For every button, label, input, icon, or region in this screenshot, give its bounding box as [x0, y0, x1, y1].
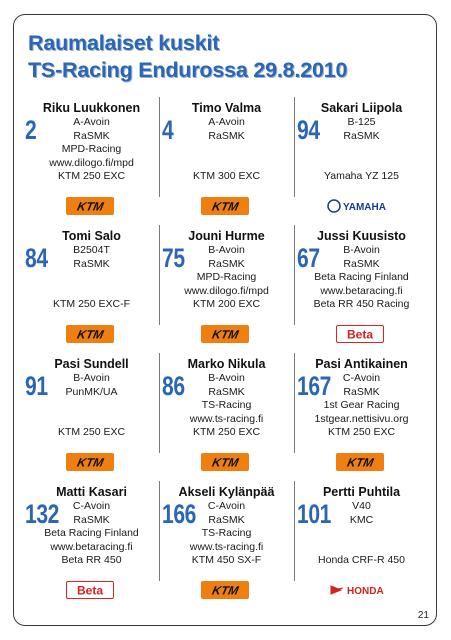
rider-class-club [294, 244, 429, 271]
rider-bike: KTM 200 EXC [192, 298, 261, 310]
svg-text:KTM: KTM [210, 455, 240, 469]
rider-bike: KTM 250 EXC [57, 170, 126, 182]
rider-class-club [24, 116, 159, 143]
rider-info [24, 143, 159, 184]
rider-team-line [24, 285, 159, 299]
rider-info [24, 399, 159, 440]
rider-team-line: www.dilogo.fi/mpd [184, 284, 269, 297]
page-number: 21 [417, 610, 429, 621]
rider-number: 75 [162, 243, 185, 273]
rider-info [294, 143, 429, 184]
ktm-logo [201, 581, 249, 599]
rider-class: C-Avoin [207, 500, 246, 512]
svg-text:KTM: KTM [345, 455, 375, 469]
rider-number: 94 [297, 115, 320, 145]
beta-logo [336, 325, 384, 343]
rider-name: Jussi Kuusisto [317, 229, 406, 243]
rider-class: A-Avoin [73, 116, 110, 128]
rider-number: 132 [25, 499, 59, 529]
rider-class-club [159, 116, 294, 143]
rider-bike: KTM 250 EXC-F [52, 298, 131, 310]
rider-team-line [159, 157, 294, 171]
rider-name: Timo Valma [191, 101, 262, 115]
rider-number: 4 [162, 115, 174, 145]
rider-team-line [24, 399, 159, 413]
page-title-line-1: Raumalaiset kuskit [28, 31, 220, 55]
svg-text:HONDA: HONDA [347, 586, 384, 597]
rider-bike: Beta RR 450 [61, 554, 122, 566]
rider-class: C-Avoin [342, 372, 381, 384]
rider-team-line [294, 157, 429, 171]
rider-bike: KTM 250 EXC [327, 426, 396, 438]
rider-class-club [24, 372, 159, 399]
rider-card [24, 225, 159, 346]
rider-info [159, 271, 294, 312]
rider-number: 91 [25, 371, 48, 401]
ktm-logo [66, 453, 114, 471]
ktm-logo [201, 325, 249, 343]
rider-name: Marko Nikula [187, 357, 266, 371]
rider-team-line: 1st Gear Racing [323, 399, 400, 411]
rider-team-line: MPD-Racing [196, 271, 257, 283]
rider-class-club [24, 244, 159, 271]
rider-bike: Yamaha YZ 125 [324, 170, 399, 182]
rider-class: A-Avoin [208, 116, 245, 128]
svg-text:Beta: Beta [76, 583, 104, 597]
rider-info [159, 143, 294, 184]
rider-team-line [159, 143, 294, 157]
rider-class-club [159, 500, 294, 527]
rider-card [159, 225, 294, 346]
rider-class: B-125 [347, 116, 376, 128]
rider-club: RaSMK [73, 513, 110, 526]
rider-info [24, 527, 159, 568]
rider-club: RaSMK [73, 257, 110, 270]
rider-team-line [24, 271, 159, 285]
rider-card [24, 481, 159, 602]
rider-number: 101 [297, 499, 331, 529]
rider-team-line: www.betaracing.fi [50, 540, 133, 553]
rider-bike: KTM 300 EXC [192, 170, 261, 182]
ktm-logo [66, 325, 114, 343]
rider-team-line [294, 527, 429, 541]
honda-logo [326, 581, 398, 599]
rider-club: RaSMK [343, 129, 380, 142]
rider-class: B-Avoin [73, 372, 110, 384]
rider-class: B-Avoin [343, 244, 380, 256]
rider-number: 166 [162, 499, 196, 529]
rider-info [294, 399, 429, 440]
ktm-logo [336, 453, 384, 471]
rider-club: RaSMK [343, 257, 380, 270]
rider-info [294, 527, 429, 568]
ktm-logo [66, 197, 114, 215]
rider-card [294, 225, 429, 346]
rider-name: Pasi Antikainen [315, 357, 408, 371]
rider-team-line: Beta Racing Finland [314, 271, 409, 283]
rider-name: Pertti Puhtila [322, 485, 401, 499]
svg-text:KTM: KTM [210, 199, 240, 213]
rider-club: RaSMK [208, 513, 245, 526]
svg-text:KTM: KTM [75, 327, 105, 341]
rider-club: RaSMK [73, 129, 110, 142]
rider-class: B-Avoin [208, 244, 245, 256]
rider-club: RaSMK [208, 129, 245, 142]
rider-card [159, 97, 294, 218]
rider-team-line: TS-Racing [201, 399, 252, 411]
rider-class: C-Avoin [72, 500, 111, 512]
rider-club: KMC [349, 513, 374, 526]
rider-club: PunMK/UA [65, 385, 118, 398]
rider-card [159, 481, 294, 602]
rider-team-line: Beta Racing Finland [44, 527, 139, 539]
rider-number: 167 [297, 371, 331, 401]
rider-class-club [294, 500, 429, 527]
rider-info [159, 399, 294, 440]
rider-name: Tomi Salo [62, 229, 121, 243]
rider-name: Matti Kasari [56, 485, 127, 499]
rider-team-line [294, 541, 429, 555]
rider-class: B-Avoin [208, 372, 245, 384]
rider-info [294, 271, 429, 312]
rider-card [24, 97, 159, 218]
rider-class-club [294, 116, 429, 143]
rider-card [294, 97, 429, 218]
rider-team-line: www.ts-racing.fi [189, 412, 264, 425]
rider-info [159, 527, 294, 568]
rider-name: Sakari Liipola [320, 101, 403, 115]
rider-bike: KTM 450 SX-F [191, 554, 262, 566]
rider-class-club [294, 372, 429, 399]
rider-info [24, 271, 159, 312]
rider-name: Jouni Hurme [188, 229, 265, 243]
rider-name: Riku Luukkonen [42, 101, 141, 115]
rider-card [294, 481, 429, 602]
rider-club: RaSMK [343, 385, 380, 398]
rider-bike: KTM 250 EXC [57, 426, 126, 438]
page-title-line-2: TS-Racing Endurossa 29.8.2010 [28, 58, 348, 82]
ktm-logo [201, 197, 249, 215]
beta-logo [66, 581, 114, 599]
svg-text:Beta: Beta [346, 327, 374, 341]
rider-number: 2 [25, 115, 37, 145]
svg-text:YAMAHA: YAMAHA [343, 202, 386, 213]
rider-class: B2504T [73, 244, 110, 256]
rider-team-line: TS-Racing [201, 527, 252, 539]
rider-bike: KTM 250 EXC [192, 426, 261, 438]
ktm-logo [201, 453, 249, 471]
svg-text:KTM: KTM [210, 583, 240, 597]
rider-team-line: www.ts-racing.fi [189, 540, 264, 553]
rider-bike: Beta RR 450 Racing [313, 298, 410, 310]
rider-name: Akseli Kylänpää [178, 485, 275, 499]
rider-card [159, 353, 294, 474]
rider-class-club [24, 500, 159, 527]
rider-number: 84 [25, 243, 48, 273]
rider-card [294, 353, 429, 474]
rider-number: 86 [162, 371, 185, 401]
rider-team-line [24, 413, 159, 427]
svg-text:KTM: KTM [75, 455, 105, 469]
rider-class: V40 [352, 500, 371, 512]
rider-team-line: 1stgear.nettisivu.org [314, 412, 409, 425]
rider-team-line: MPD-Racing [61, 143, 122, 155]
rider-team-line [294, 143, 429, 157]
rider-card [24, 353, 159, 474]
rider-number: 67 [297, 243, 320, 273]
rider-club: RaSMK [208, 385, 245, 398]
svg-text:KTM: KTM [75, 199, 105, 213]
svg-text:KTM: KTM [210, 327, 240, 341]
rider-name: Pasi Sundell [54, 357, 129, 371]
rider-team-line: www.dilogo.fi/mpd [49, 156, 134, 169]
yamaha-logo [326, 197, 398, 215]
rider-bike: Honda CRF-R 450 [318, 554, 405, 566]
rider-class-club [159, 244, 294, 271]
rider-class-club [159, 372, 294, 399]
rider-club: RaSMK [208, 257, 245, 270]
rider-team-line: www.betaracing.fi [320, 284, 403, 297]
